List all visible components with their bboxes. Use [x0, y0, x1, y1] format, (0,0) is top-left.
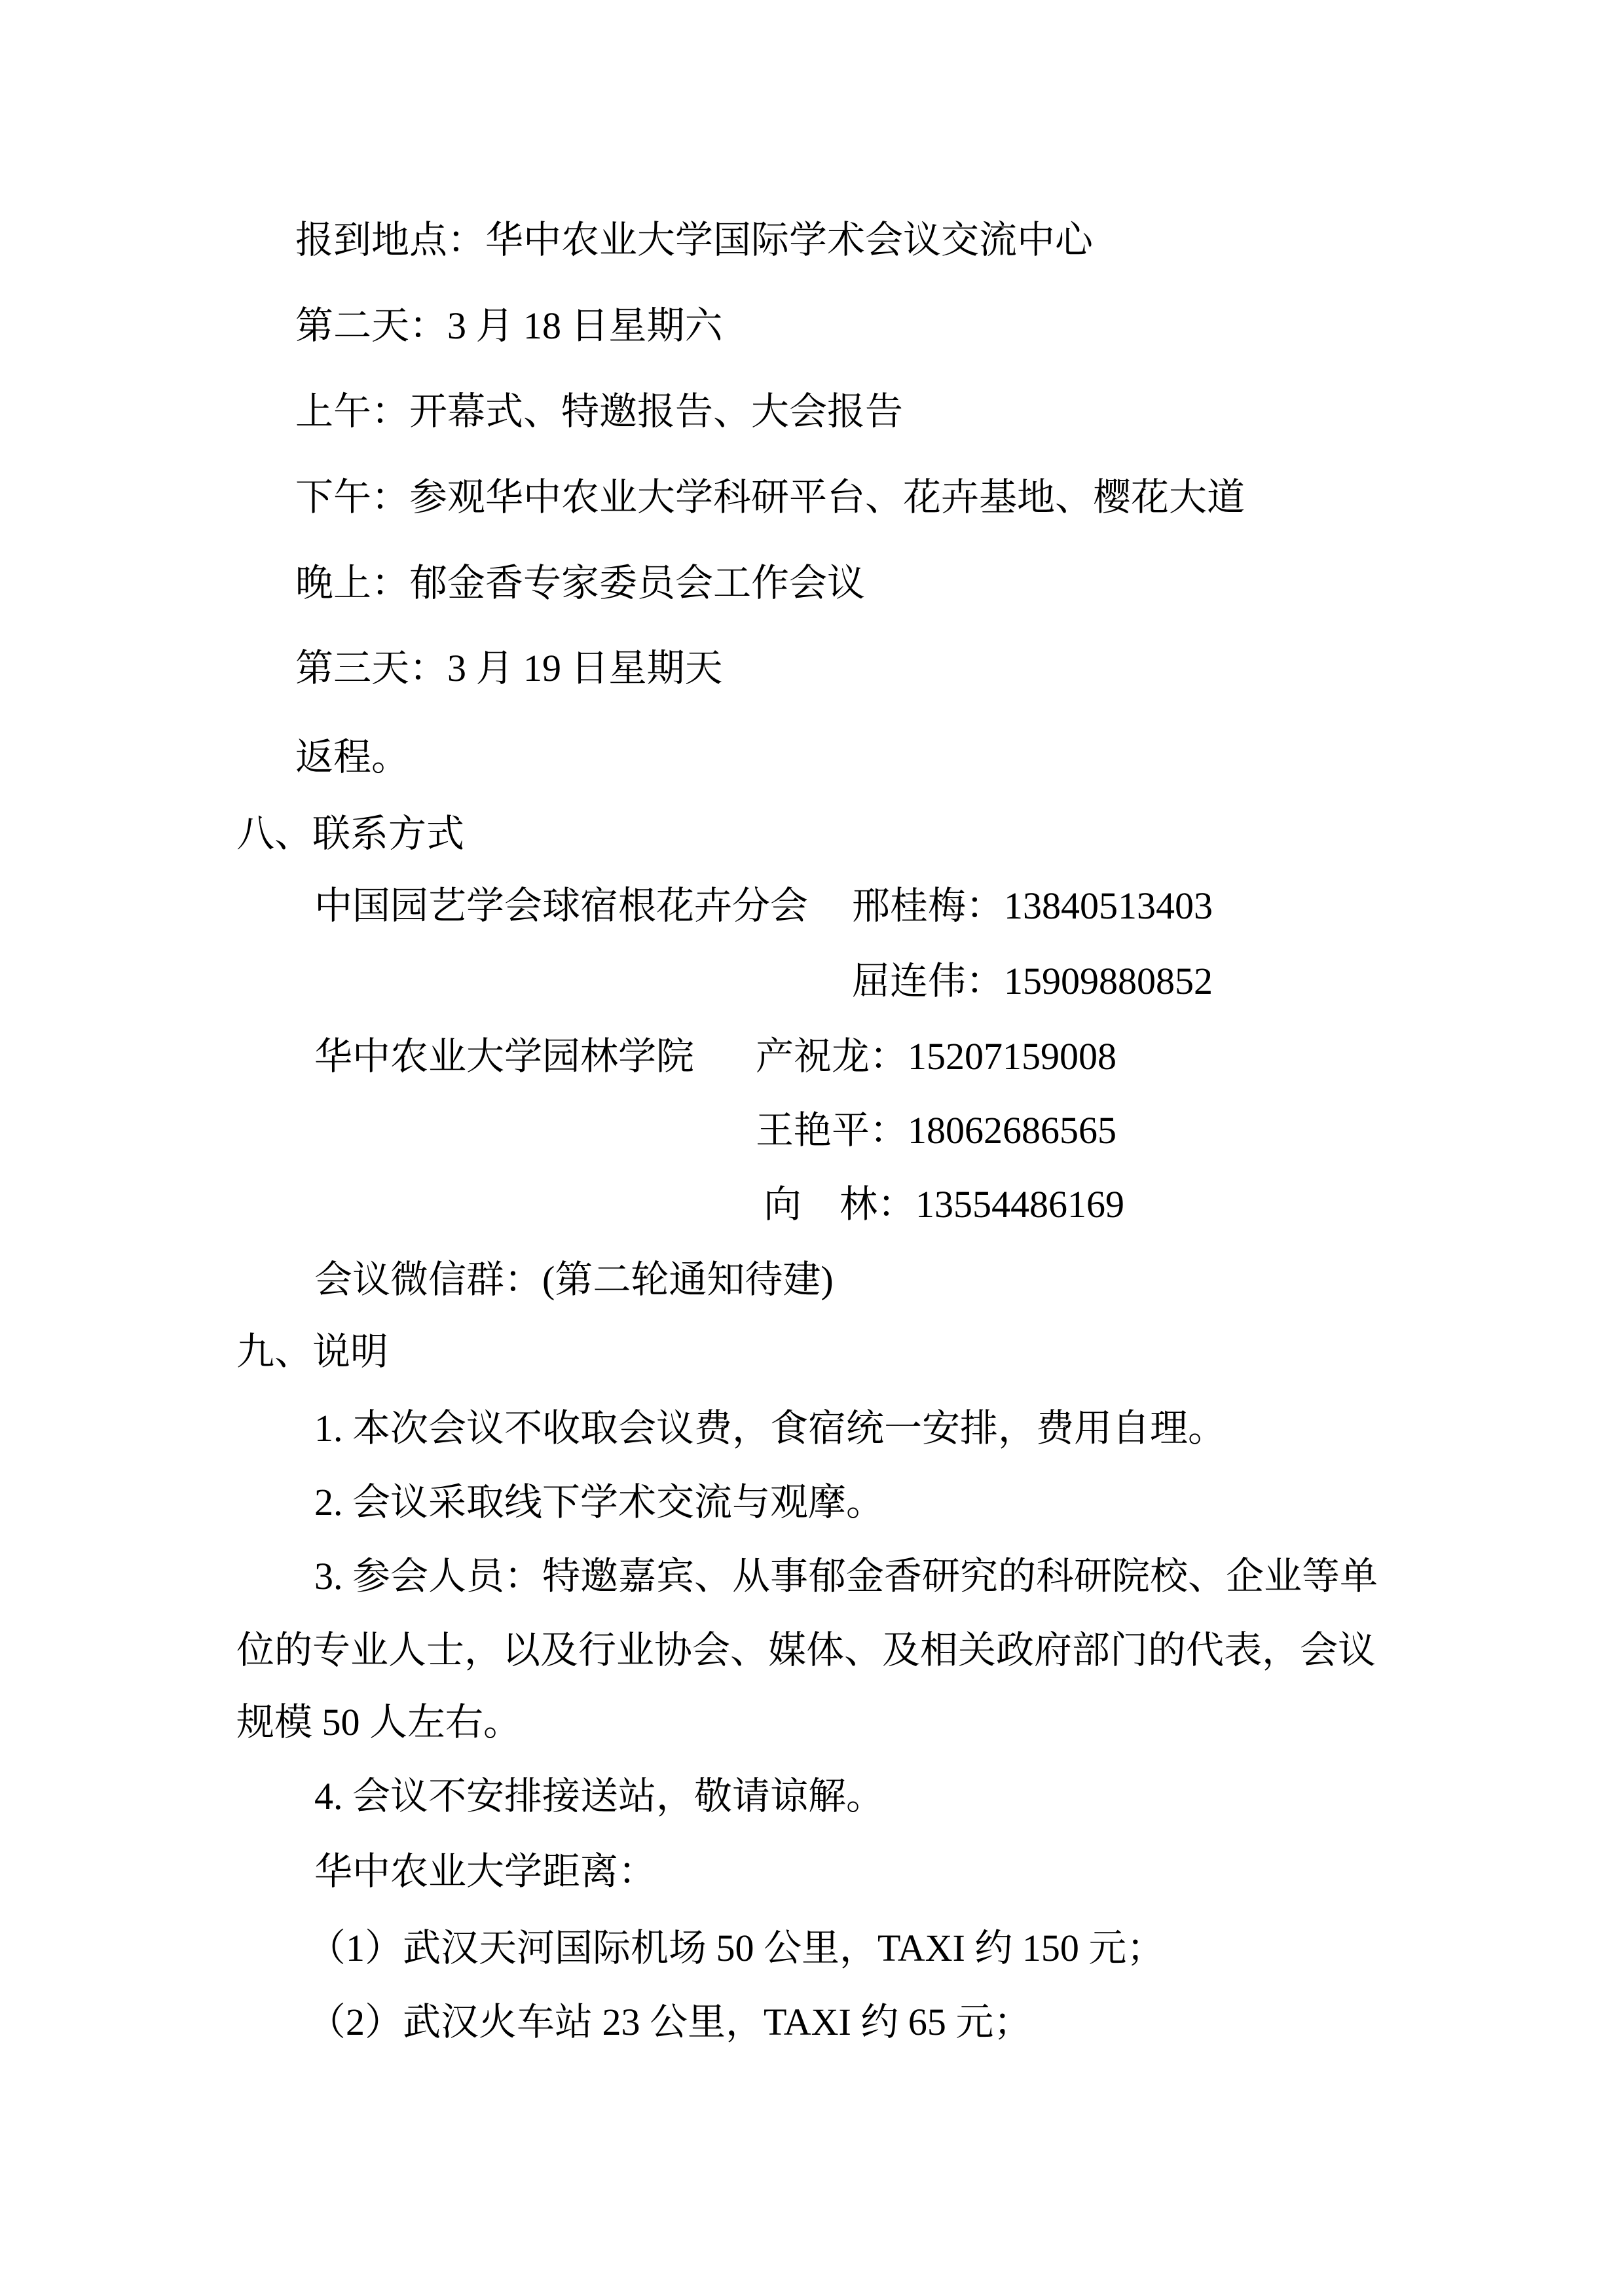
distance-airport: （1）武汉天河国际机场 50 公里，TAXI 约 150 元；: [308, 1927, 1165, 1969]
contact-person: 向 林：13554486169: [764, 1183, 1125, 1226]
wechat-line: 会议微信群：(第二轮通知待建): [314, 1258, 834, 1301]
day2-line: 第二天：3 月 18 日星期六: [295, 304, 723, 347]
distance-intro: 华中农业大学距离：: [314, 1850, 657, 1893]
return-line: 返程。: [295, 736, 410, 778]
distance-station: （2）武汉火车站 23 公里，TAXI 约 65 元；: [308, 2001, 1032, 2043]
notes-heading: 九、说明: [236, 1330, 389, 1373]
note-3-cont: 位的专业人士，以及行业协会、媒体、及相关政府部门的代表，会议: [236, 1629, 1376, 1671]
note-2: 2. 会议采取线下学术交流与观摩。: [314, 1481, 885, 1523]
contact-person: 产祝龙：15207159008: [756, 1035, 1117, 1078]
evening-line: 晚上：郁金香专家委员会工作会议: [295, 562, 866, 604]
org2-name: 华中农业大学园林学院: [314, 1035, 695, 1078]
note-3-cont: 规模 50 人左右。: [236, 1701, 522, 1743]
morning-line: 上午：开幕式、特邀报告、大会报告: [295, 390, 904, 433]
venue-line: 报到地点：华中农业大学国际学术会议交流中心: [295, 219, 1094, 261]
contact-person: 屈连伟：15909880852: [852, 960, 1213, 1002]
org1-name: 中国园艺学会球宿根花卉分会: [314, 884, 809, 927]
note-4: 4. 会议不安排接送站，敬请谅解。: [314, 1775, 885, 1817]
day3-line: 第三天：3 月 19 日星期天: [295, 647, 723, 689]
contact-person: 王艳平：18062686565: [756, 1109, 1117, 1152]
note-1: 1. 本次会议不收取会议费，食宿统一安排，费用自理。: [314, 1407, 1227, 1449]
afternoon-line: 下午：参观华中农业大学科研平台、花卉基地、樱花大道: [295, 476, 1246, 519]
contact-heading: 八、联系方式: [236, 812, 465, 855]
contact-person: 邢桂梅：13840513403: [852, 884, 1213, 927]
note-3: 3. 参会人员：特邀嘉宾、从事郁金香研究的科研院校、企业等单: [314, 1555, 1378, 1597]
